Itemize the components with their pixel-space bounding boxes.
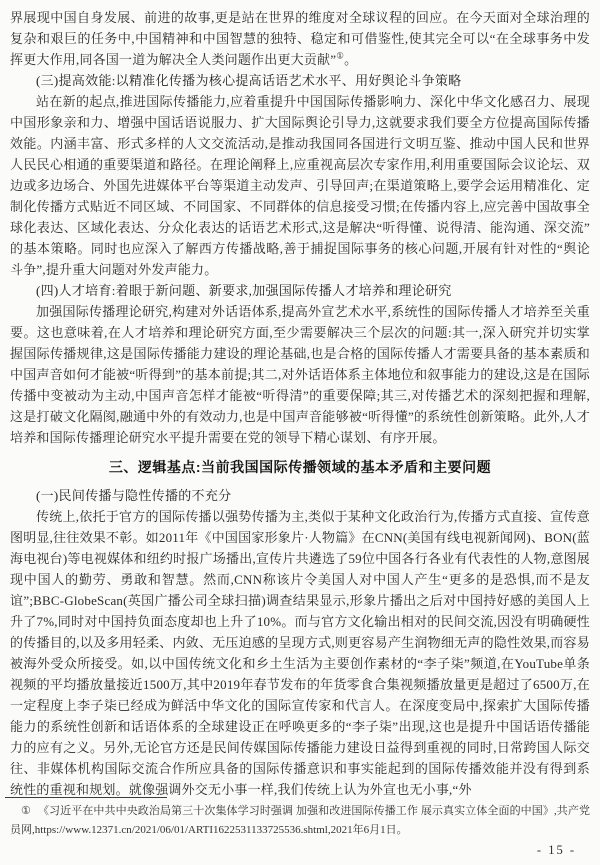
footnote	[10, 802, 590, 839]
footnote-reference: ①	[336, 50, 345, 61]
paragraph-text: 界展现中国自身发展、前进的故事,更是站在世界的维度对全球议程的回应。在今天面对全球治理的复杂和艰巨的任务中,中国精神和中国智慧的独特、稳定和可借鉴性,使其完全可以“在全球事务中发挥更大作用,同各国一道为解决全人类问题作出更大贡献”	[10, 10, 590, 67]
section-heading: 三、逻辑基点:当前我国国际传播领域的基本矛盾和主要问题	[108, 459, 492, 475]
footnote-area	[10, 797, 590, 839]
body-paragraph: 站在新的起点,推进国际传播能力,应着重提升中国国际传播影响力、深化中华文化感召力、展现中国形象亲和力、增强中国话语说服力、扩大国际舆论引导力,这就要求我们要全方位提高国际传播效能。内涵丰富、形式多样的人文交流活动,是推动我国同各国进行文明互鉴、推动中国人民和世界人民民心相通的重要渠道和路径。在理论阐释上,应重视高层次专家作用,利用重要国际会议论坛、双边或多边场合、外国先进媒体平台等渠道主动发声、引导回声;在渠道策略上,要学会运用精准化、定制化传播方式贴近不同区域、不同国家、不同群体的信息接受习惯;在传播内容上,应完善中国故事全球化表达、区域化表达、分众化表达的话语艺术形式,这是解决“听得懂、说得清、能沟通、深交流”的基本策略。同时也应深入了解西方传播战略,善于捕捉国际事务的核心问题,开展有针对性的“舆论斗争”,提升重大问题对外发声能力。	[10, 94, 590, 277]
footnote-text: 《习近平在中共中央政治局第三十次集体学习时强调 加强和改进国际传播工作 展示真实立体全面的中国》,共产党员网,https://www.12371.cn/2021/06/01/ARTI1622531133725536.shtml,2021年6月1日。	[10, 805, 590, 836]
subsection-heading-1: (一)民间传播与隐性传播的不充分	[36, 488, 232, 503]
body-paragraph-continuation	[10, 7, 590, 70]
paragraph-tail: 。	[344, 52, 358, 67]
body-paragraph: 加强国际传播理论研究,构建对外话语体系,提高外宣艺术水平,系统性的国际传播人才培养至关重要。这也意味着,在人才培养和理论研究方面,至少需要解决三个层次的问题:其一,深入研究并切实掌握国际传播规律,这是国际传播能力建设的理论基础,也是合格的国际传播人才需要具备的基本素质和中国声音如何才能被“听得到”的基本前提;其二,对外话语体系主体地位和叙事能力的建设,这是在国际传播中变被动为主动,中国声音怎样才能被“听得清”的重要保障;其三,对传播艺术的深刻把握和理解,这是打破文化隔阂,融通中外的有效动力,也是中国声音能够被“听得懂”的系统性创新策略。此外,人才培养和国际传播理论研究水平提升需要在党的领导下精心谋划、有序开展。	[10, 304, 590, 445]
subsection-heading-3: (三)提高效能:以精准化传播为核心提高话语艺术水平、用好舆论斗争策略	[36, 73, 462, 88]
body-paragraph: 传统上,依托于官方的国际传播以强势传播为主,类似于某种文化政治行为,传播方式直接、宣传意图明显,往往效果不彰。如2011年《中国国家形象片·人物篇》在CNN(美国有线电视新闻网)、BON(蓝海电视台)等电视媒体和纽约时报广场播出,宣传片共遴选了59位中国各行各业有代表性的人物,意图展现中国人的勤劳、勇敢和智慧。然而,CNN称该片令美国人对中国人产生“更多的是恐惧,而不是友谊”;BBC-GlobeScan(英国广播公司全球扫描)调查结果显示,形象片播出之后对中国持好感的美国人上升了7%,同时对中国持负面态度却也上升了10%。而与官方文化输出相对的民间交流,因没有明确硬性的传播目的,以及多用轻柔、内敛、无压迫感的呈现方式,则更容易产生润物细无声的隐性效果,而容易被海外受众所接受。如,以中国传统文化和乡土生活为主要创作素材的“李子柒”频道,在YouTube单条视频的平均播放量接近1500万,其中2019年春节发布的年货零食合集视频播放量更是超过了6500万,在一定程度上李子柒已经成为鲜活中华文化的国际宣传家和代言人。在深度变局中,探索扩大国际传播能力的系统性创新和话语体系的全球建设正在呼唤更多的“李子柒”出现,这也是提升中国话语传播能力的应有之义。另外,无论官方还是民间传媒国际传播能力建设日益得到重视的同时,日常跨国人际交往、非媒体机构国际交流合作所应具备的国际传播意识和事实能起到的国际传播效能并没有得到系统性的重视和规划。就像强调外交无小事一样,我们传统上认为外宣也无小事,“外	[10, 509, 590, 797]
footnote-divider	[5, 797, 167, 798]
subsection-heading-4: (四)人才培育:着眼于新问题、新要求,加强国际传播人才培养和理论研究	[36, 283, 452, 298]
page-number: - 15 -	[536, 843, 576, 857]
footnote-marker: ①	[21, 805, 31, 817]
